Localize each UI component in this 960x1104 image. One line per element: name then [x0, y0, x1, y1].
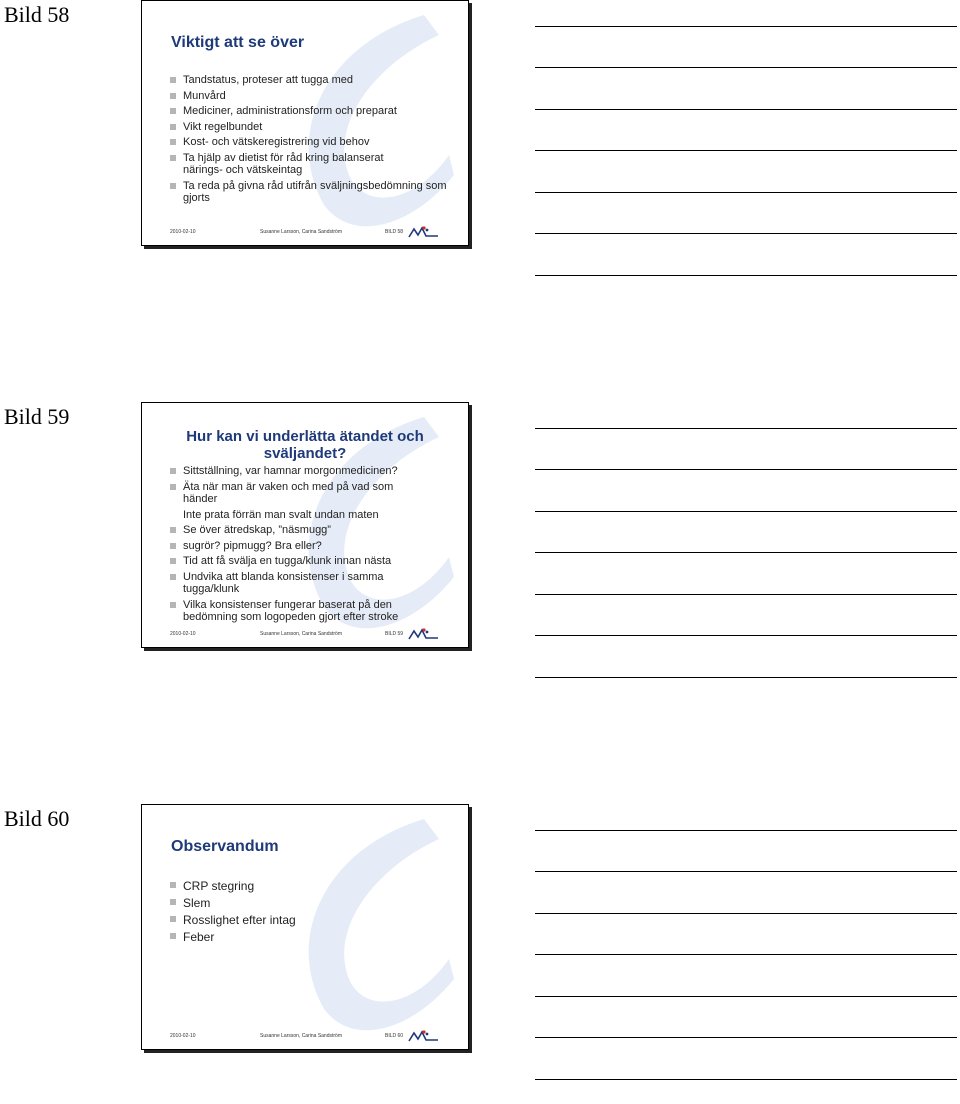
handout-section-59 [0, 402, 960, 702]
handout-section-60 [0, 804, 960, 1104]
bullet-item: Rosslighet efter intag [170, 913, 296, 927]
note-line [535, 109, 957, 110]
note-line [535, 594, 957, 595]
notes-lines [535, 402, 957, 702]
footer-slide-number: BILD 60 [385, 1033, 404, 1039]
footer-slide-number: BILD 58 [385, 229, 404, 235]
note-line [535, 871, 957, 872]
note-line [535, 954, 957, 955]
bullet-item: Feber [170, 930, 296, 944]
notes-lines [535, 804, 957, 1104]
bullet-item: Ta hjälp av dietist för råd kring balanserat närings- och vätskeintag [170, 152, 393, 177]
note-line [535, 428, 957, 429]
bullet-item: Se över ätredskap, ”näsmugg” [170, 524, 443, 537]
slide-thumbnail [141, 0, 469, 246]
note-line [535, 635, 957, 636]
bullet-item: Vikt regelbundet [170, 121, 448, 134]
footer-date: 2010-02-10 [170, 631, 196, 637]
bullet-item: Inte prata förrän man svalt undan maten [183, 508, 379, 521]
slide-thumbnail [141, 402, 469, 648]
note-line [535, 192, 957, 193]
slide-title: Hur kan vi underlätta ätandet och sväljandet? [186, 428, 424, 462]
bullet-item: Munvård [170, 90, 448, 103]
bullet-item: Tid att få svälja en tugga/klunk innan nästa [170, 555, 443, 568]
footer-date: 2010-02-10 [170, 229, 196, 235]
bullet-list [170, 74, 448, 208]
handout-section-58 [0, 0, 960, 300]
note-line [535, 913, 957, 914]
bullet-item: Ta reda på givna råd utifrån sväljningsbedömning som gjorts [170, 180, 448, 205]
note-line [535, 511, 957, 512]
landsting-logo-icon [408, 1029, 440, 1043]
landsting-logo-icon [408, 627, 440, 641]
footer-author: Susanne Larsson, Carina Sandström [260, 1033, 342, 1039]
bullet-list [170, 879, 296, 947]
note-line [535, 26, 957, 27]
bullet-item: sugrör? pipmugg? Bra eller? [170, 540, 443, 553]
note-line [535, 233, 957, 234]
slide-thumbnail [141, 804, 469, 1050]
footer-slide-number: BILD 59 [385, 631, 404, 637]
slide-footer [170, 1029, 440, 1043]
slide-title: Observandum [171, 838, 279, 855]
bild-label: Bild 58 [4, 2, 70, 27]
bullet-item: Äta när man är vaken och med på vad som händer [170, 481, 418, 506]
note-line [535, 996, 957, 997]
bild-label: Bild 60 [4, 806, 70, 831]
bullet-item: Slem [170, 896, 296, 910]
footer-author: Susanne Larsson, Carina Sandström [260, 229, 342, 235]
bullet-list [170, 465, 443, 627]
note-line [535, 552, 957, 553]
note-line [535, 67, 957, 68]
bullet-item: Sittställning, var hamnar morgonmedicinen? [170, 465, 443, 478]
bullet-item: Kost- och vätskeregistrering vid behov [170, 136, 448, 149]
bullet-item: Undvika att blanda konsistenser i samma tugga/klunk [170, 571, 423, 596]
note-line [535, 469, 957, 470]
note-line [535, 1037, 957, 1038]
footer-author: Susanne Larsson, Carina Sandström [260, 631, 342, 637]
slide-footer [170, 225, 440, 239]
footer-date: 2010-02-10 [170, 1033, 196, 1039]
bullet-item: Mediciner, administrationsform och preparat [170, 105, 448, 118]
note-line [535, 150, 957, 151]
bullet-item: Vilka konsistenser fungerar baserat på den bedömning som logopeden gjort efter stroke [170, 599, 443, 624]
bullet-item: Tandstatus, proteser att tugga med [170, 74, 448, 87]
bild-label: Bild 59 [4, 404, 70, 429]
notes-lines [535, 0, 957, 300]
landsting-logo-icon [408, 225, 440, 239]
slide-title: Viktigt att se över [171, 34, 305, 51]
note-line [535, 830, 957, 831]
note-line [535, 677, 957, 678]
note-line [535, 275, 957, 276]
bullet-item: CRP stegring [170, 879, 296, 893]
slide-footer [170, 627, 440, 641]
